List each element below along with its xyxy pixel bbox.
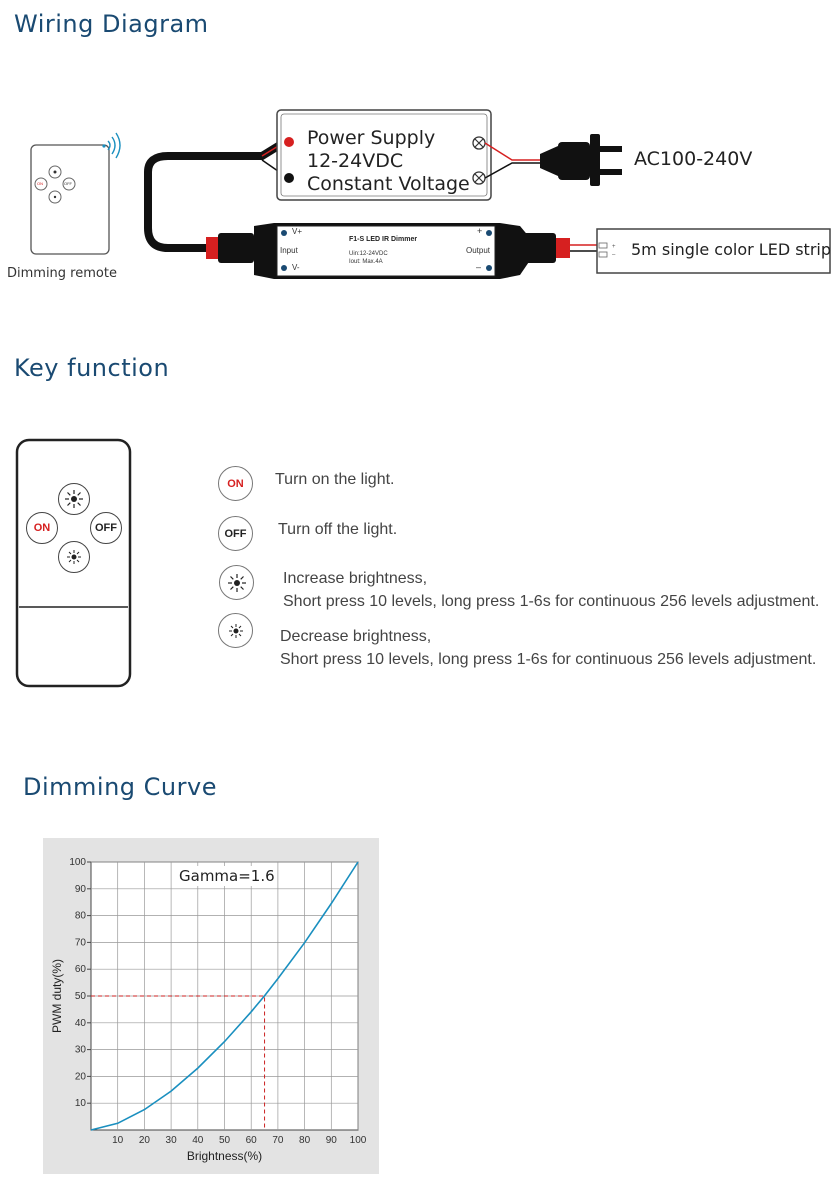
power-supply-line-3: Constant Voltage	[307, 173, 470, 195]
strip-minus-label: –	[612, 252, 616, 258]
y-tick-label: 100	[69, 857, 86, 868]
x-tick-label: 50	[218, 1135, 231, 1146]
key-increase-description	[283, 567, 819, 613]
dimmer-spec-current: Iout: Max.4A	[349, 259, 383, 265]
y-tick-label: 10	[74, 1098, 86, 1110]
strip-plus-label: +	[612, 244, 616, 250]
key-on-icon: ON	[218, 466, 253, 501]
key-increase-line-2: Short press 10 levels, long press 1-6s for continuous 256 levels adjustment.	[283, 593, 820, 610]
x-axis-label: Brightness(%)	[186, 1149, 263, 1163]
remote-off-button[interactable]: OFF	[90, 512, 122, 544]
key-decrease-line-2: Short press 10 levels, long press 1-6s for continuous 256 levels adjustment.	[280, 651, 817, 668]
y-tick-label: 70	[74, 937, 86, 949]
dimmer-output-label: Output	[466, 246, 491, 255]
sun-large-icon	[227, 573, 247, 593]
negative-terminal-dot	[284, 173, 294, 183]
key-decrease-description	[280, 625, 816, 671]
x-tick-label: 40	[192, 1135, 204, 1146]
remote-on-button[interactable]: ON	[26, 512, 58, 544]
remote-label: Dimming remote	[7, 266, 117, 281]
y-tick-label: 80	[74, 910, 86, 922]
dimmer-input-label: Input	[280, 246, 298, 255]
x-tick-label: 90	[325, 1135, 337, 1146]
positive-terminal-dot	[284, 137, 294, 147]
dimmer-controller	[206, 223, 570, 279]
remote-increase-button[interactable]	[58, 483, 90, 515]
x-tick-label: 80	[299, 1135, 311, 1146]
dimming-curve-chart	[43, 838, 379, 1174]
y-tick-label: 40	[74, 1017, 86, 1029]
dimmer-vplus-label: V+	[292, 227, 303, 236]
key-function-title: Key function	[14, 354, 170, 382]
wiring-remote-on-label: ON	[37, 181, 43, 186]
key-on-description: Turn on the light.	[275, 471, 395, 488]
key-off-description: Turn off the light.	[278, 521, 398, 538]
led-strip-label: 5m single color LED strip	[631, 240, 832, 259]
dimming-curve-title: Dimming Curve	[23, 773, 217, 801]
wiring-remote	[28, 124, 132, 258]
dimmer-spec-voltage: Uin:12-24VDC	[349, 251, 388, 257]
dimmer-plus-label: +	[477, 226, 483, 236]
sun-small-icon	[228, 623, 244, 639]
x-tick-label: 60	[245, 1135, 257, 1146]
wiring-title: Wiring Diagram	[14, 10, 209, 38]
dimmer-vminus-label: V-	[292, 263, 300, 272]
key-decrease-icon	[218, 613, 253, 648]
y-axis-label: PWM duty(%)	[50, 958, 64, 1034]
x-tick-label: 30	[165, 1135, 177, 1146]
ac-terminal-n	[473, 172, 485, 184]
x-tick-label: 100	[349, 1135, 367, 1146]
key-off-icon: OFF	[218, 516, 253, 551]
y-tick-label: 60	[74, 964, 86, 976]
sun-small-icon	[66, 549, 82, 565]
power-supply-label	[307, 127, 470, 196]
remote-decrease-button[interactable]	[58, 541, 90, 573]
ac-terminal-l	[473, 137, 485, 149]
key-increase-line-1: Increase brightness,	[283, 570, 428, 587]
wiring-remote-off-label: OFF	[64, 181, 72, 186]
key-increase-icon	[219, 565, 254, 600]
sun-large-icon	[64, 489, 84, 509]
strip-pad-positive	[599, 243, 607, 248]
strip-pad-negative	[599, 252, 607, 257]
power-supply-line-2: 12-24VDC	[307, 150, 404, 172]
x-tick-label: 70	[272, 1135, 284, 1146]
y-tick-label: 20	[74, 1071, 86, 1083]
ac-plug-icon	[540, 134, 622, 186]
dimmer-model-label: F1-S LED IR Dimmer	[349, 236, 418, 243]
y-tick-label: 50	[74, 991, 86, 1002]
x-tick-label: 10	[112, 1135, 124, 1146]
gamma-annotation: Gamma=1.6	[179, 867, 275, 885]
dimmer-minus-label: –	[476, 262, 482, 272]
x-tick-label: 20	[138, 1135, 150, 1146]
key-decrease-line-1: Decrease brightness,	[280, 628, 432, 645]
ac-voltage-label: AC100-240V	[634, 148, 753, 170]
y-tick-label: 90	[74, 883, 86, 895]
power-supply-line-1: Power Supply	[307, 127, 436, 149]
y-tick-label: 30	[74, 1044, 86, 1056]
